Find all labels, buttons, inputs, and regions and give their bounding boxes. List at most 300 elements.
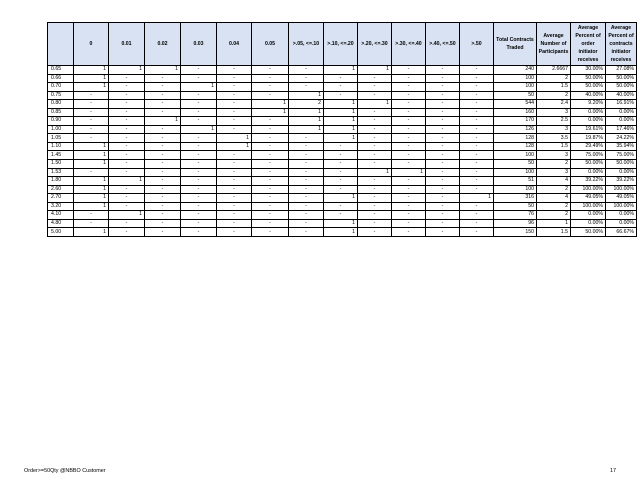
table-cell: - — [109, 83, 145, 92]
table-cell: - — [145, 91, 181, 100]
table-cell: 2 — [537, 211, 571, 220]
table-cell: - — [181, 185, 217, 194]
table-cell: - — [252, 74, 289, 83]
table-cell: 30.00% — [571, 66, 606, 75]
table-cell: 1 — [460, 194, 494, 203]
table-cell: - — [145, 160, 181, 169]
table-cell: - — [426, 151, 460, 160]
table-cell: - — [392, 134, 426, 143]
table-cell: - — [145, 125, 181, 134]
table-cell: - — [217, 66, 252, 75]
table-cell: - — [109, 142, 145, 151]
table-cell: - — [392, 117, 426, 126]
row-label: 1.00 — [48, 125, 74, 134]
table-cell: 1 — [537, 219, 571, 228]
table-cell: - — [358, 142, 392, 151]
table-cell: 1 — [74, 228, 109, 237]
table-cell: - — [426, 202, 460, 211]
table-cell: 0.00% — [606, 219, 637, 228]
column-header: >.40, <=.50 — [426, 23, 460, 66]
table-row — [48, 151, 637, 160]
table-cell: - — [358, 219, 392, 228]
table-cell: - — [217, 160, 252, 169]
table-cell: 0.00% — [571, 117, 606, 126]
table-cell: - — [289, 219, 324, 228]
table-cell: - — [289, 74, 324, 83]
table-cell: 2.5 — [537, 117, 571, 126]
table-cell: - — [109, 100, 145, 109]
table-cell: - — [392, 219, 426, 228]
table-cell: - — [460, 211, 494, 220]
table-cell: 544 — [494, 100, 537, 109]
table-cell: 100 — [494, 168, 537, 177]
table-cell: 50.00% — [606, 74, 637, 83]
table-cell: - — [217, 91, 252, 100]
table-cell: - — [460, 108, 494, 117]
table-cell: 1 — [181, 83, 217, 92]
column-header: Average Percent of contracts initiator receives — [606, 23, 637, 66]
table-cell: - — [145, 151, 181, 160]
table-body — [48, 66, 637, 237]
table-cell: - — [252, 91, 289, 100]
table-row — [48, 66, 637, 75]
table-cell: 40.00% — [571, 91, 606, 100]
table-cell: 0.00% — [571, 108, 606, 117]
table-cell: - — [217, 108, 252, 117]
table-cell: - — [74, 125, 109, 134]
table-cell: 29.49% — [571, 142, 606, 151]
table-cell: - — [358, 177, 392, 186]
table-cell: - — [181, 117, 217, 126]
table-cell: - — [392, 211, 426, 220]
table-cell: - — [392, 100, 426, 109]
table-cell: 2.6667 — [537, 66, 571, 75]
table-cell: - — [426, 211, 460, 220]
column-header: 0.02 — [145, 23, 181, 66]
row-label: 1.10 — [48, 142, 74, 151]
table-cell: - — [358, 117, 392, 126]
table-cell: - — [392, 125, 426, 134]
table-cell: - — [460, 228, 494, 237]
table-cell: 240 — [494, 66, 537, 75]
column-header: Average Percent of order initiator receives — [571, 23, 606, 66]
table-cell: 0.00% — [606, 168, 637, 177]
table-cell: 39.22% — [606, 177, 637, 186]
table-cell: - — [145, 74, 181, 83]
table-cell: - — [252, 194, 289, 203]
table-cell: - — [109, 219, 145, 228]
table-cell: - — [252, 185, 289, 194]
table-cell: - — [145, 211, 181, 220]
table-cell: 1 — [74, 83, 109, 92]
table-row — [48, 177, 637, 186]
table-cell: - — [145, 177, 181, 186]
table-cell: - — [109, 194, 145, 203]
table-cell: 160 — [494, 108, 537, 117]
table-cell: - — [109, 108, 145, 117]
table-cell: 51 — [494, 177, 537, 186]
table-cell: 66.67% — [606, 228, 637, 237]
table-cell: - — [109, 151, 145, 160]
table-cell: - — [392, 83, 426, 92]
table-cell: - — [426, 194, 460, 203]
table-cell: - — [74, 108, 109, 117]
table-cell: - — [358, 83, 392, 92]
table-cell: - — [109, 134, 145, 143]
table-cell: 1 — [289, 91, 324, 100]
table-cell: 19.87% — [571, 134, 606, 143]
table-cell: - — [460, 125, 494, 134]
table-cell: 24.22% — [606, 134, 637, 143]
table-cell: - — [460, 185, 494, 194]
table-cell: - — [109, 202, 145, 211]
table-cell: - — [217, 125, 252, 134]
row-label: 1.53 — [48, 168, 74, 177]
table-cell: 2 — [537, 185, 571, 194]
table-cell: - — [289, 66, 324, 75]
table-cell: - — [289, 228, 324, 237]
row-label: 4.10 — [48, 211, 74, 220]
table-cell: - — [426, 125, 460, 134]
row-label: 1.05 — [48, 134, 74, 143]
column-header: 0.04 — [217, 23, 252, 66]
table-cell: - — [324, 185, 358, 194]
table-cell: 40.00% — [606, 91, 637, 100]
table-cell: - — [392, 228, 426, 237]
column-header: >.10, <=.20 — [324, 23, 358, 66]
table-cell: - — [145, 134, 181, 143]
table-cell: - — [426, 74, 460, 83]
table-cell: - — [426, 134, 460, 143]
table-cell: - — [181, 108, 217, 117]
table-cell: 76 — [494, 211, 537, 220]
table-row — [48, 134, 637, 143]
table-cell: 1 — [289, 108, 324, 117]
table-cell: 39.22% — [571, 177, 606, 186]
row-label: 0.90 — [48, 117, 74, 126]
table-cell: - — [252, 177, 289, 186]
table-cell: - — [392, 66, 426, 75]
table-cell: - — [217, 228, 252, 237]
table-cell: - — [324, 74, 358, 83]
row-label: 0.70 — [48, 83, 74, 92]
table-cell: - — [217, 117, 252, 126]
footer-label: Order>=50Qty @NBBO Customer — [24, 468, 106, 474]
table-row — [48, 211, 637, 220]
table-row — [48, 185, 637, 194]
table-cell: 4 — [537, 177, 571, 186]
table-cell: 100 — [494, 74, 537, 83]
table-cell: 27.08% — [606, 66, 637, 75]
table-cell: 1 — [324, 125, 358, 134]
table-cell: 50.00% — [571, 160, 606, 169]
column-header: 0 — [74, 23, 109, 66]
table-cell: - — [324, 168, 358, 177]
row-label: 2.60 — [48, 185, 74, 194]
table-cell: - — [426, 91, 460, 100]
table-cell: - — [426, 117, 460, 126]
table-cell: 0.00% — [571, 168, 606, 177]
row-label: 1.50 — [48, 160, 74, 169]
table-cell: 2 — [537, 202, 571, 211]
table-cell: - — [181, 202, 217, 211]
table-cell: 75.00% — [606, 151, 637, 160]
table-cell: 1 — [109, 211, 145, 220]
table-cell: 16.91% — [606, 100, 637, 109]
table-cell: - — [460, 83, 494, 92]
table-cell: 100 — [494, 185, 537, 194]
column-header — [48, 23, 74, 66]
table-cell: 50.00% — [571, 74, 606, 83]
table-cell: - — [252, 151, 289, 160]
table-row — [48, 228, 637, 237]
table-cell: 1 — [324, 219, 358, 228]
table-cell: 128 — [494, 142, 537, 151]
table-cell: - — [358, 228, 392, 237]
table-cell: - — [358, 134, 392, 143]
table-cell: - — [181, 160, 217, 169]
table-cell: - — [181, 151, 217, 160]
column-header: >.50 — [460, 23, 494, 66]
table-cell: - — [252, 228, 289, 237]
table-cell: 1.5 — [537, 142, 571, 151]
row-label: 0.75 — [48, 91, 74, 100]
table-cell: 3.5 — [537, 134, 571, 143]
table-cell: - — [358, 91, 392, 100]
table-row — [48, 83, 637, 92]
row-label: 0.80 — [48, 100, 74, 109]
table-cell: 50.00% — [571, 228, 606, 237]
table-cell: - — [426, 185, 460, 194]
table-cell: - — [109, 228, 145, 237]
table-cell: - — [289, 202, 324, 211]
page-number: 17 — [610, 468, 616, 474]
table-cell: 1 — [74, 142, 109, 151]
table-cell: 1 — [145, 66, 181, 75]
row-label: 1.45 — [48, 151, 74, 160]
table-cell: 1 — [74, 151, 109, 160]
table-row — [48, 125, 637, 134]
row-label: 4.80 — [48, 219, 74, 228]
table-cell: 50.00% — [606, 83, 637, 92]
table-cell: - — [145, 100, 181, 109]
table-cell: - — [252, 219, 289, 228]
table-cell: - — [324, 177, 358, 186]
table-cell: 2 — [537, 160, 571, 169]
table-cell: 3 — [537, 151, 571, 160]
table-cell: 1 — [289, 117, 324, 126]
table-cell: - — [324, 211, 358, 220]
table-cell: - — [392, 108, 426, 117]
table-cell: 0.00% — [571, 219, 606, 228]
table-cell: - — [145, 83, 181, 92]
table-cell: 0.00% — [606, 108, 637, 117]
table-cell: 1 — [324, 228, 358, 237]
table-cell: - — [252, 142, 289, 151]
table-cell: - — [426, 168, 460, 177]
table-cell: 49.05% — [571, 194, 606, 203]
table-cell: 1 — [74, 185, 109, 194]
table-cell: - — [460, 134, 494, 143]
table-cell: - — [109, 117, 145, 126]
table-cell: 50 — [494, 91, 537, 100]
table-cell: - — [324, 160, 358, 169]
column-header: >.05, <=.10 — [289, 23, 324, 66]
table-cell: - — [252, 211, 289, 220]
row-label: 0.66 — [48, 74, 74, 83]
table-cell: 0.00% — [606, 117, 637, 126]
table-cell: - — [460, 74, 494, 83]
table-cell: 75.00% — [571, 151, 606, 160]
table-cell: - — [324, 142, 358, 151]
table-cell: - — [358, 194, 392, 203]
table-cell: - — [324, 91, 358, 100]
table-cell: - — [217, 74, 252, 83]
table-cell: - — [181, 66, 217, 75]
table-cell: 1 — [252, 100, 289, 109]
table-cell: 17.46% — [606, 125, 637, 134]
table-cell: - — [217, 219, 252, 228]
table-cell: 1 — [217, 134, 252, 143]
table-cell: 100.00% — [571, 185, 606, 194]
column-header: 0.01 — [109, 23, 145, 66]
table-row — [48, 91, 637, 100]
table-cell: 1 — [74, 66, 109, 75]
table-cell: 49.05% — [606, 194, 637, 203]
table-cell: - — [392, 202, 426, 211]
table-cell: - — [217, 100, 252, 109]
table-cell: - — [181, 228, 217, 237]
table-cell: - — [145, 185, 181, 194]
table-cell: - — [181, 219, 217, 228]
table-cell: - — [426, 66, 460, 75]
table-cell: - — [145, 202, 181, 211]
table-cell: - — [74, 168, 109, 177]
table-row — [48, 100, 637, 109]
table-cell: - — [460, 91, 494, 100]
table-cell: 9.20% — [571, 100, 606, 109]
table-cell: - — [426, 108, 460, 117]
table-cell: - — [358, 160, 392, 169]
table-cell: - — [289, 151, 324, 160]
table-cell: 126 — [494, 125, 537, 134]
table-cell: - — [289, 211, 324, 220]
table-cell: 50 — [494, 160, 537, 169]
table-cell: 2 — [537, 74, 571, 83]
table-cell: - — [252, 117, 289, 126]
table-cell: - — [460, 168, 494, 177]
table-cell: 1 — [358, 100, 392, 109]
table-cell: - — [358, 125, 392, 134]
table-cell: 1 — [109, 177, 145, 186]
table-cell: - — [181, 142, 217, 151]
table-cell: - — [289, 177, 324, 186]
table-cell: - — [358, 202, 392, 211]
table-cell: - — [181, 211, 217, 220]
table-row — [48, 160, 637, 169]
table-cell: 100 — [494, 83, 537, 92]
table-cell: 100.00% — [571, 202, 606, 211]
table-cell: - — [145, 142, 181, 151]
table-cell: 50 — [494, 202, 537, 211]
row-label: 5.00 — [48, 228, 74, 237]
table-cell: - — [289, 83, 324, 92]
table-cell: - — [460, 117, 494, 126]
table-cell: - — [145, 228, 181, 237]
table-cell: - — [252, 125, 289, 134]
table-cell: - — [426, 100, 460, 109]
table-cell: - — [460, 219, 494, 228]
table-cell: - — [426, 83, 460, 92]
table-cell: 1 — [324, 134, 358, 143]
table-row — [48, 108, 637, 117]
table-cell: - — [460, 151, 494, 160]
table-cell: - — [181, 168, 217, 177]
table-cell: - — [74, 211, 109, 220]
table-cell: - — [289, 134, 324, 143]
table-cell: 0.00% — [571, 211, 606, 220]
table-row — [48, 168, 637, 177]
table-cell: - — [392, 194, 426, 203]
table-cell: - — [217, 151, 252, 160]
table-cell: 1 — [324, 117, 358, 126]
table-cell: - — [358, 151, 392, 160]
table-cell: 3 — [537, 108, 571, 117]
table-cell: 50.00% — [606, 160, 637, 169]
table-cell: - — [74, 219, 109, 228]
table-cell: - — [392, 91, 426, 100]
table-cell: - — [392, 142, 426, 151]
table-row — [48, 194, 637, 203]
table-cell: - — [181, 100, 217, 109]
table-cell: - — [392, 177, 426, 186]
table-cell: - — [217, 194, 252, 203]
row-label: 0.65 — [48, 66, 74, 75]
table-cell: - — [217, 202, 252, 211]
column-header: >.30, <=.40 — [392, 23, 426, 66]
table-cell: - — [217, 177, 252, 186]
table-cell: 1 — [252, 108, 289, 117]
table-cell: - — [289, 160, 324, 169]
table-cell: - — [392, 151, 426, 160]
table-cell: 100.00% — [606, 202, 637, 211]
table-cell: - — [109, 125, 145, 134]
table-cell: - — [109, 91, 145, 100]
table-cell: 1 — [181, 125, 217, 134]
table-cell: 1.5 — [537, 228, 571, 237]
column-header: Average Number of Participants — [537, 23, 571, 66]
table-cell: - — [324, 151, 358, 160]
row-label: 3.20 — [48, 202, 74, 211]
table-cell: - — [392, 74, 426, 83]
table-cell: 1 — [74, 194, 109, 203]
table-cell: 170 — [494, 117, 537, 126]
table-cell: - — [74, 91, 109, 100]
table-cell: - — [358, 185, 392, 194]
table-cell: - — [181, 74, 217, 83]
table-cell: - — [324, 202, 358, 211]
table-row — [48, 202, 637, 211]
table-cell: - — [426, 228, 460, 237]
table-cell: - — [217, 211, 252, 220]
table-cell: 128 — [494, 134, 537, 143]
table-cell: - — [289, 142, 324, 151]
table-cell: - — [217, 185, 252, 194]
table-cell: 1 — [324, 194, 358, 203]
table-row — [48, 219, 637, 228]
table-cell: - — [109, 185, 145, 194]
table-cell: - — [109, 168, 145, 177]
